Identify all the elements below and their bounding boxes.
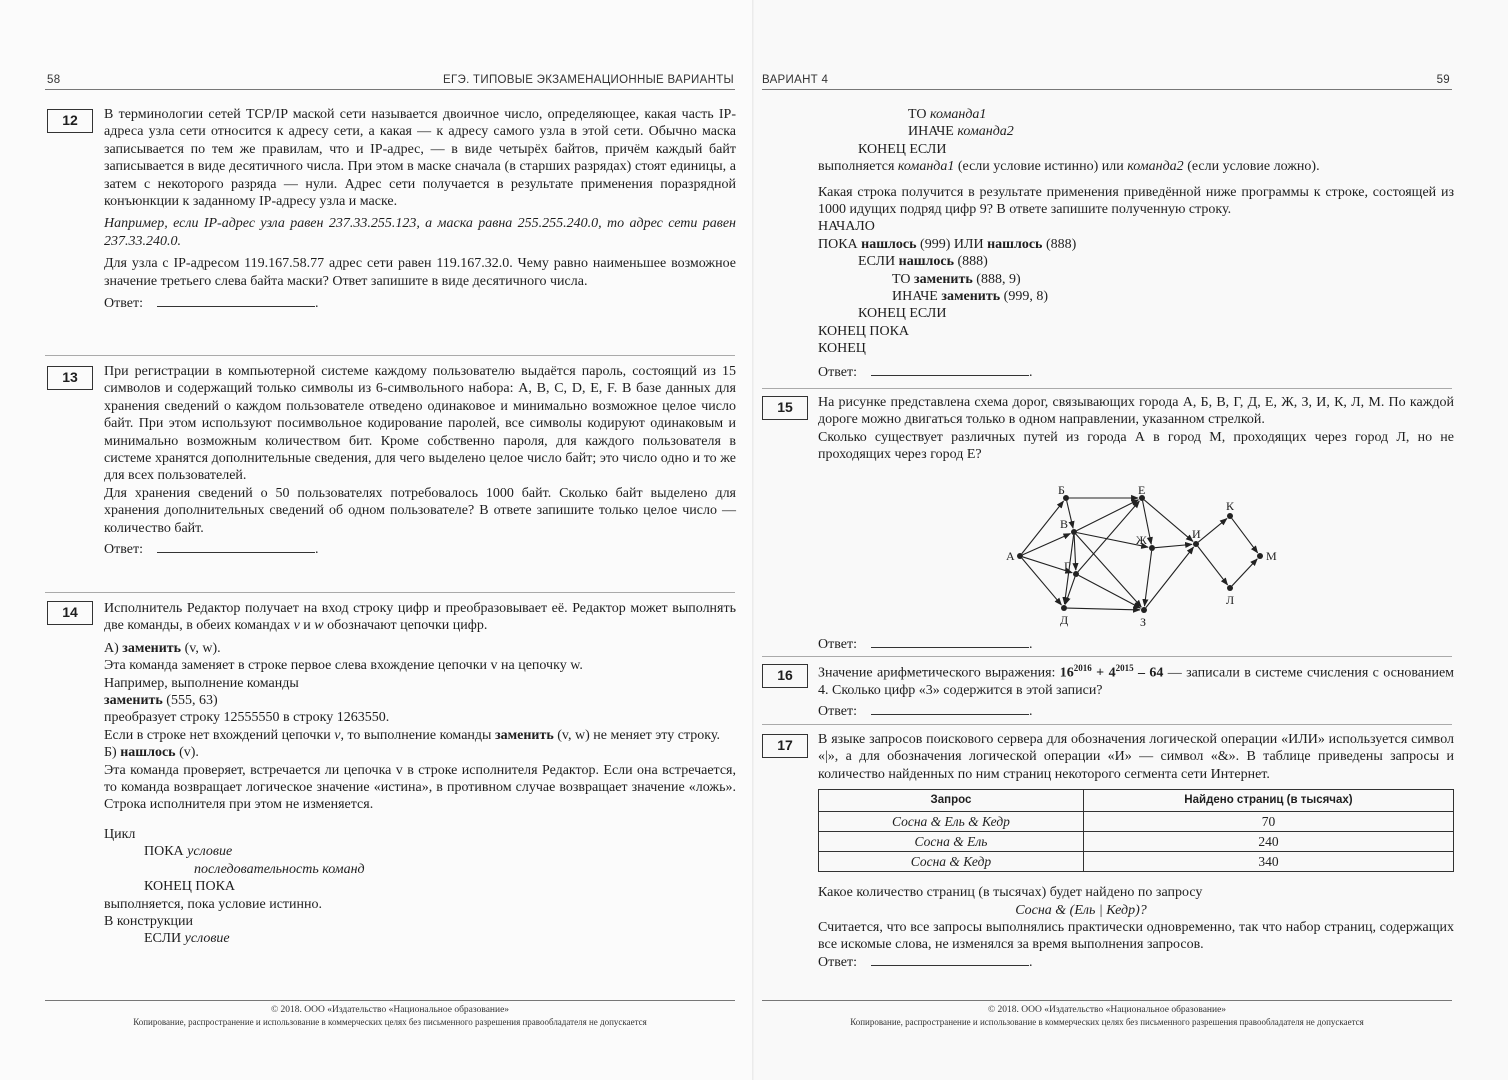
command-a-note: Если в строке нет вхождений цепочки v, то выполнение команды заменить (v, w) не меняет эту строку. <box>104 727 720 743</box>
city-node <box>1227 585 1233 591</box>
footer-copyright: © 2018. ООО «Издательство «Национальное образование» <box>987 1005 1227 1015</box>
city-label: Е <box>1138 483 1146 497</box>
road-edge <box>1144 500 1193 541</box>
footer-notice: Копирование, распространение и использование в коммерческих целях без письменного разрешения правообладателя не допускается <box>850 1017 1364 1027</box>
road-edge <box>1079 575 1141 608</box>
task-number-14: 14 <box>47 601 93 625</box>
while-end: КОНЕЦ ПОКА <box>144 879 236 895</box>
program-begin: НАЧАЛО <box>818 219 875 235</box>
column-header-query: Запрос <box>819 790 1084 812</box>
road-edge <box>1074 535 1076 570</box>
else-line: ИНАЧЕ команда2 <box>908 124 1014 140</box>
city-label: Б <box>1058 483 1065 497</box>
command-a-example-intro: Например, выполнение команды <box>104 675 299 691</box>
answer-label: Ответ: <box>818 704 857 720</box>
separator <box>762 388 1452 389</box>
if-line: ЕСЛИ условие <box>144 931 230 947</box>
task-16-answer[interactable]: Ответ: . <box>818 704 1033 720</box>
city-label: К <box>1226 499 1235 513</box>
program-else: ИНАЧЕ заменить (999, 8) <box>892 289 1048 305</box>
separator <box>45 355 735 356</box>
program-endif: КОНЕЦ ЕСЛИ <box>858 306 947 322</box>
page-number-left: 58 <box>47 74 61 86</box>
city-label: З <box>1140 615 1147 629</box>
task-14-intro: Исполнитель Редактор получает на вход строку цифр и преобразовывает её. Редактор может выполнять две команды, в обеих командах v и w обозначают цепочки цифр. <box>104 601 736 634</box>
task-17-body <box>818 731 1454 971</box>
footer-rule-right <box>762 1000 1452 1001</box>
query-table <box>818 789 1454 872</box>
task-15-answer-wrap <box>818 632 1454 653</box>
program-then: ТО заменить (888, 9) <box>892 271 1021 287</box>
task-14-answer[interactable]: Ответ: . <box>818 364 1033 380</box>
road-edge <box>1077 500 1139 531</box>
command-a-description: Эта команда заменяет в строке первое слева вхождение цепочки v на цепочку w. <box>104 658 583 674</box>
footer-notice: Копирование, распространение и использование в коммерческих целях без письменного разрешения правообладателя не допускается <box>133 1017 647 1027</box>
road-edge <box>1145 551 1152 606</box>
road-edge <box>1198 546 1228 584</box>
answer-line[interactable] <box>871 364 1029 376</box>
task-17-query: Сосна & (Ель | Кедр)? <box>1015 902 1147 918</box>
city-node <box>1193 541 1199 547</box>
road-edge <box>1232 559 1257 586</box>
header-rule-right <box>762 89 1452 90</box>
answer-label: Ответ: <box>818 954 857 970</box>
count-cell: 240 <box>1083 832 1453 852</box>
answer-label: Ответ: <box>104 296 143 312</box>
task-number-13: 13 <box>47 366 93 390</box>
answer-label: Ответ: <box>104 542 143 558</box>
city-node <box>1017 553 1023 559</box>
endif-line: КОНЕЦ ЕСЛИ <box>858 141 947 157</box>
city-label: Л <box>1226 593 1235 607</box>
count-cell: 340 <box>1083 852 1453 872</box>
answer-line[interactable] <box>871 636 1029 648</box>
task-12-question: Для узла с IP-адресом 119.167.58.77 адрес сети равен 119.167.32.0. Чему равно наименьшее возможное значение третьего слева байта маски? Ответ запишите в виде десятичного числа. <box>104 256 736 289</box>
while-body: последовательность команд <box>194 861 365 877</box>
task-15-answer[interactable]: Ответ: . <box>818 637 1033 652</box>
table-row <box>819 852 1454 872</box>
if-intro: В конструкции <box>104 913 194 929</box>
program-endwhile: КОНЕЦ ПОКА <box>818 323 910 339</box>
city-node <box>1149 545 1155 551</box>
task-number-16: 16 <box>762 664 808 688</box>
road-edge <box>1232 518 1258 552</box>
task-12-text: В терминологии сетей TCP/IP маской сети называется двоичное число, определяющее, какая часть IP-адреса узла сети относится к адресу сети, а какая — к адресу самого узла в этой сети. Обычно маска записывается по тем же правилам, что и IP-адрес, — в виде четырёх байтов, причём каждый байт записывается в виде десятичного числа. При этом в маске сначала (в старших разрядах) стоят единицы, а затем с некоторого разряда — нули. Адрес сети получается в результате применения поразрядной конъюнкции к заданному IP-адресу узла и маске. <box>104 107 736 210</box>
right-page <box>754 0 1508 1080</box>
program-end: КОНЕЦ <box>818 341 866 357</box>
answer-line[interactable] <box>157 541 315 553</box>
query-cell: Сосна & Кедр <box>819 852 1084 872</box>
road-edge <box>1155 544 1192 547</box>
task-number-12: 12 <box>47 109 93 133</box>
running-header-right: ВАРИАНТ 4 <box>762 74 829 86</box>
separator <box>762 724 1452 725</box>
task-12-example: Например, если IP-адрес узла равен 237.33.255.123, а маска равна 255.255.240.0, то адрес сети равен 237.33.240.0. <box>104 216 736 249</box>
road-edge <box>1146 547 1194 608</box>
command-a-example-result: преобразует строку 12555550 в строку 1263550. <box>104 710 390 726</box>
table-header-row <box>819 790 1454 812</box>
road-edge <box>1198 519 1227 543</box>
task-12-body <box>104 106 736 312</box>
footer-left <box>45 1004 735 1028</box>
table-row <box>819 832 1454 852</box>
answer-line[interactable] <box>871 703 1029 715</box>
task-17-note: Считается, что все запросы выполнялись практически одновременно, так что набор страниц, содержащих все искомые слова, не изменялся за время выполнения запросов. <box>818 920 1454 953</box>
task-15-text: На рисунке представлена схема дорог, связывающих города А, Б, В, Г, Д, Е, Ж, З, И, К, Л, М. По каждой дороге можно двигаться только в одном направлении, указанном стрелкой. <box>818 395 1454 428</box>
task-14-body <box>104 600 736 948</box>
task-17-question: Какое количество страниц (в тысячах) будет найдено по запросу <box>818 885 1203 901</box>
city-node <box>1071 529 1077 535</box>
road-edge <box>1022 558 1061 605</box>
while-line: ПОКА условие <box>144 844 233 860</box>
task-17-answer[interactable]: Ответ: . <box>818 954 1033 970</box>
task-14-continuation <box>818 106 1454 381</box>
command-a-title: А) заменить (v, w). <box>104 640 221 656</box>
road-edge <box>1076 534 1141 607</box>
separator <box>45 592 735 593</box>
task-15-question: Сколько существует различных путей из города А в город М, проходящих через город Л, но не проходящих через город Е? <box>818 429 1454 463</box>
answer-label: Ответ: <box>818 637 857 652</box>
query-cell: Сосна & Ель <box>819 832 1084 852</box>
road-edge <box>1078 501 1139 572</box>
table-row <box>819 812 1454 832</box>
city-label: Ж <box>1136 533 1147 547</box>
city-label: А <box>1006 549 1015 563</box>
separator <box>762 656 1452 657</box>
city-node <box>1073 571 1079 577</box>
task-12-answer[interactable]: Ответ: . <box>104 296 319 312</box>
program-while: ПОКА нашлось (999) ИЛИ нашлось (888) <box>818 236 1077 252</box>
task-14-question: Какая строка получится в результате применения приведённой ниже программы к строке, состоящей из 1000 идущих подряд цифр 9? В ответе запишите полученную строку. <box>818 184 1454 218</box>
footer-right <box>762 1004 1452 1028</box>
task-17-text: В языке запросов поискового сервера для обозначения логической операции «ИЛИ» используется символ «|», а для обозначения логической операции «И» — символ «&». В таблице приведены запросы и количество найденных по ним страниц некоторого сегмента сети Интернет. <box>818 732 1454 782</box>
while-note: выполняется, пока условие истинно. <box>104 896 323 912</box>
city-label: В <box>1060 517 1069 531</box>
column-header-pages: Найдено страниц (в тысячах) <box>1083 790 1453 812</box>
answer-line[interactable] <box>871 954 1029 966</box>
count-cell: 70 <box>1083 812 1453 832</box>
city-label: И <box>1192 527 1201 541</box>
footer-copyright: © 2018. ООО «Издательство «Национальное образование» <box>270 1005 510 1015</box>
task-number-15: 15 <box>762 396 808 420</box>
if-note: выполняется команда1 (если условие истинно) или команда2 (если условие ложно). <box>818 159 1320 175</box>
city-node <box>1141 607 1147 613</box>
task-13-question: Для хранения сведений о 50 пользователях потребовалось 1000 байт. Сколько байт выделено для хранения дополнительных сведений об одном пользователе? В ответе запишите только целое число — количество байт. <box>104 485 736 536</box>
city-label: Д <box>1060 613 1069 627</box>
footer-rule-left <box>45 1000 735 1001</box>
road-edge <box>1067 608 1140 610</box>
city-label: М <box>1266 549 1277 563</box>
cycle-label: Цикл <box>104 826 136 842</box>
then-line: ТО команда1 <box>908 107 987 122</box>
program <box>818 218 1454 357</box>
command-b-title: Б) нашлось (v). <box>104 745 199 761</box>
page-number-right: 59 <box>1436 74 1450 86</box>
city-node <box>1227 513 1233 519</box>
program-if: ЕСЛИ нашлось (888) <box>858 254 988 270</box>
query-cell: Сосна & Ель & Кедр <box>819 812 1084 832</box>
task-13-body <box>104 363 736 558</box>
task-16-text: Значение арифметического выражения: $16^{2016} + 4^{2015} - 64$ — записали в системе счисления с основанием 4. Сколько цифр «3» содержится в этой записи? <box>818 663 1455 699</box>
task-16-body <box>818 660 1454 721</box>
task-13-text: При регистрации в компьютерной системе каждому пользователю выдаётся пароль, состоящий из 15 символов и содержащий только символы из 6-символьного набора: A, B, C, D, E, F. В базе данных для хранения сведений о каждом пользователе отведено одинаковое и минимально возможное целое число байт. При этом используют посимвольное кодирование паролей, все символы кодируют одинаковым и минимально возможным количеством бит. Кроме собственно пароля, для каждого пользователя в системе хранятся дополнительные сведения, для чего выделено целое число байт; это число одно и то же для всех пользователей. <box>104 364 736 484</box>
task-13-answer[interactable]: Ответ: . <box>104 542 319 558</box>
city-label: Г <box>1064 559 1071 573</box>
task-number-17: 17 <box>762 734 808 758</box>
header-rule-left <box>45 89 735 90</box>
answer-label: Ответ: <box>818 364 857 380</box>
running-header-left: ЕГЭ. ТИПОВЫЕ ЭКЗАМЕНАЦИОННЫЕ ВАРИАНТЫ <box>443 74 734 86</box>
command-a-example: заменить (555, 63) <box>104 693 218 709</box>
cycle-construct <box>104 826 736 948</box>
city-node <box>1061 605 1067 611</box>
answer-line[interactable] <box>157 295 315 307</box>
command-b-description: Эта команда проверяет, встречается ли цепочка v в строке исполнителя Редактор. Если она встречается, то команда возвращает логическое значение «истина», в противном случае возвращает значение «ложь». Строка исполнителя при этом не изменяется. <box>104 762 736 813</box>
city-node <box>1257 553 1263 559</box>
task-15-body <box>818 394 1454 464</box>
road-graph <box>994 483 1277 630</box>
